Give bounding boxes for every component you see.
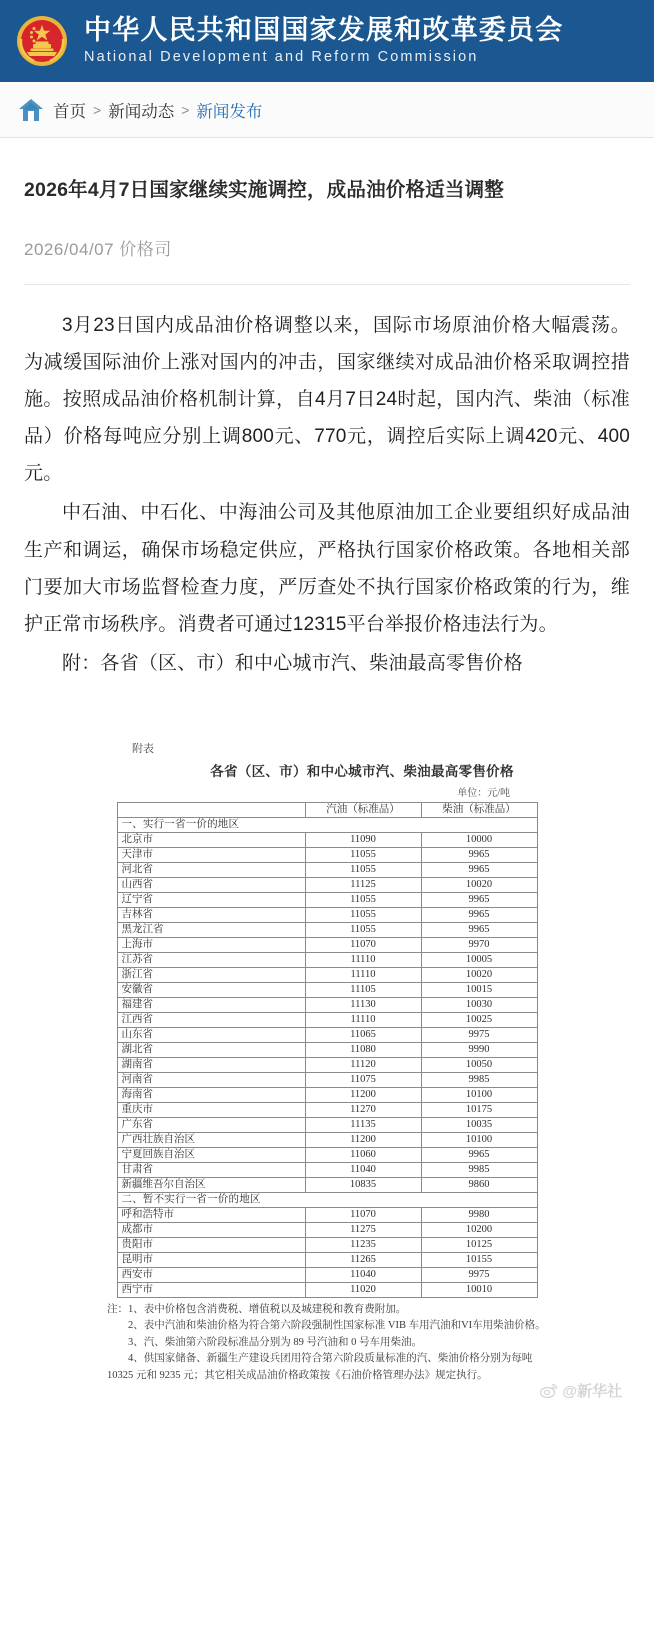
cell-gasoline: 10835 <box>305 1177 421 1192</box>
cell-gasoline: 11090 <box>305 832 421 847</box>
price-table <box>117 802 538 1298</box>
cell-diesel: 9965 <box>421 1147 537 1162</box>
cell-gasoline: 11200 <box>305 1087 421 1102</box>
table-section-title: 一、实行一省一价的地区 <box>117 817 537 832</box>
breadcrumb-separator: > <box>93 101 102 118</box>
cell-region: 安徽省 <box>117 982 305 997</box>
cell-region: 江苏省 <box>117 952 305 967</box>
cell-gasoline: 11020 <box>305 1282 421 1297</box>
site-header <box>0 0 654 82</box>
cell-diesel: 10015 <box>421 982 537 997</box>
cell-diesel: 9860 <box>421 1177 537 1192</box>
cell-gasoline: 11040 <box>305 1162 421 1177</box>
cell-gasoline: 11110 <box>305 1012 421 1027</box>
attachment-title: 各省（区、市）和中心城市汽、柴油最高零售价格 <box>210 763 514 779</box>
table-row <box>117 922 537 937</box>
table-row <box>117 1147 537 1162</box>
cell-region: 福建省 <box>117 997 305 1012</box>
cell-diesel: 9970 <box>421 937 537 952</box>
table-header-region <box>117 802 305 817</box>
table-row <box>117 1027 537 1042</box>
cell-diesel: 10030 <box>421 997 537 1012</box>
cell-diesel: 10100 <box>421 1132 537 1147</box>
cell-diesel: 9965 <box>421 907 537 922</box>
table-row <box>117 907 537 922</box>
table-row <box>117 1087 537 1102</box>
table-header-diesel: 柴油（标准品） <box>421 802 537 817</box>
cell-diesel: 10125 <box>421 1237 537 1252</box>
cell-gasoline: 11265 <box>305 1252 421 1267</box>
table-row <box>117 1237 537 1252</box>
cell-region: 海南省 <box>117 1087 305 1102</box>
cell-diesel: 9990 <box>421 1042 537 1057</box>
table-header-gasoline: 汽油（标准品） <box>305 802 421 817</box>
cell-region: 吉林省 <box>117 907 305 922</box>
table-row <box>117 982 537 997</box>
table-section-header <box>117 817 537 832</box>
cell-gasoline: 11070 <box>305 1207 421 1222</box>
cell-diesel: 10175 <box>421 1102 537 1117</box>
page-title: 2026年4月7日国家继续实施调控，成品油价格适当调整 <box>24 179 504 201</box>
cell-region: 宁夏回族自治区 <box>117 1147 305 1162</box>
weibo-icon <box>540 1383 558 1398</box>
cell-diesel: 10000 <box>421 832 537 847</box>
breadcrumb <box>0 82 654 138</box>
cell-region: 山东省 <box>117 1027 305 1042</box>
table-note: 2、表中汽油和柴油价格为符合第六阶段强制性国家标准 VIB 车用汽油和VI车用柴油价格。 <box>128 1320 546 1332</box>
title-divider <box>24 284 630 285</box>
table-row <box>117 1267 537 1282</box>
cell-region: 河南省 <box>117 1072 305 1087</box>
cell-gasoline: 11070 <box>305 937 421 952</box>
cell-region: 呼和浩特市 <box>117 1207 305 1222</box>
cell-diesel: 10100 <box>421 1087 537 1102</box>
table-row <box>117 1207 537 1222</box>
table-row <box>117 892 537 907</box>
cell-diesel: 9975 <box>421 1267 537 1282</box>
cell-region: 辽宁省 <box>117 892 305 907</box>
article-meta: 2026/04/07 价格司 <box>24 240 172 260</box>
table-row <box>117 1057 537 1072</box>
cell-region: 重庆市 <box>117 1102 305 1117</box>
cell-diesel: 10005 <box>421 952 537 967</box>
cell-diesel: 9985 <box>421 1162 537 1177</box>
table-note: 4、供国家储备、新疆生产建设兵团用符合第六阶段质量标准的汽、柴油价格分别为每吨 10325 元和 9235 元；其它相关成品油价格政策按《石油价格管理办法》规定执行。 <box>107 1353 533 1382</box>
breadcrumb-separator: > <box>181 101 190 118</box>
article-paragraph: 中石油、中石化、中海油公司及其他原油加工企业要组织好成品油生产和调运，确保市场稳定供应，严格执行国家价格政策。各地相关部门要加大市场监督检查力度，严厉查处不执行国家价格政策的行为，维护正常市场秩序。消费者可通过12315平台举报价格违法行为。 <box>24 502 630 635</box>
header-title-en: National Development and Reform Commission <box>84 48 479 65</box>
cell-gasoline: 11235 <box>305 1237 421 1252</box>
table-row <box>117 1177 537 1192</box>
table-section-header <box>117 1192 537 1207</box>
cell-region: 新疆维吾尔自治区 <box>117 1177 305 1192</box>
cell-diesel: 9975 <box>421 1027 537 1042</box>
cell-region: 昆明市 <box>117 1252 305 1267</box>
cell-region: 湖南省 <box>117 1057 305 1072</box>
cell-diesel: 10035 <box>421 1117 537 1132</box>
cell-gasoline: 11105 <box>305 982 421 997</box>
cell-diesel: 10050 <box>421 1057 537 1072</box>
breadcrumb-item-home[interactable]: 首页 <box>53 102 86 121</box>
cell-gasoline: 11125 <box>305 877 421 892</box>
cell-gasoline: 11270 <box>305 1102 421 1117</box>
cell-gasoline: 11060 <box>305 1147 421 1162</box>
cell-region: 浙江省 <box>117 967 305 982</box>
cell-diesel: 10155 <box>421 1252 537 1267</box>
cell-diesel: 9965 <box>421 892 537 907</box>
cell-region: 上海市 <box>117 937 305 952</box>
watermark <box>540 1380 622 1401</box>
table-row <box>117 847 537 862</box>
header-title-cn: 中华人民共和国国家发展和改革委员会 <box>84 15 564 46</box>
cell-diesel: 10200 <box>421 1222 537 1237</box>
table-row <box>117 937 537 952</box>
cell-region: 北京市 <box>117 832 305 847</box>
cell-gasoline: 11110 <box>305 967 421 982</box>
table-row <box>117 1117 537 1132</box>
table-row <box>117 997 537 1012</box>
cell-diesel: 10020 <box>421 967 537 982</box>
attachment-unit: 单位：元/吨 <box>457 787 510 799</box>
attachment-scan <box>24 740 630 1403</box>
cell-diesel: 9985 <box>421 1072 537 1087</box>
cell-gasoline: 11055 <box>305 907 421 922</box>
table-row <box>117 1042 537 1057</box>
article-paragraph: 附：各省（区、市）和中心城市汽、柴油最高零售价格 <box>62 652 523 674</box>
cell-gasoline: 11080 <box>305 1042 421 1057</box>
cell-diesel: 9965 <box>421 862 537 877</box>
cell-gasoline: 11120 <box>305 1057 421 1072</box>
cell-region: 江西省 <box>117 1012 305 1027</box>
cell-gasoline: 11200 <box>305 1132 421 1147</box>
cell-gasoline: 11055 <box>305 892 421 907</box>
article-container <box>0 176 654 1403</box>
cell-diesel: 10010 <box>421 1282 537 1297</box>
cell-diesel: 10025 <box>421 1012 537 1027</box>
cell-region: 河北省 <box>117 862 305 877</box>
cell-gasoline: 11135 <box>305 1117 421 1132</box>
table-row <box>117 1222 537 1237</box>
cell-region: 贵阳市 <box>117 1237 305 1252</box>
table-row <box>117 1162 537 1177</box>
cell-region: 成都市 <box>117 1222 305 1237</box>
breadcrumb-item-press-release[interactable]: 新闻发布 <box>196 102 263 121</box>
cell-diesel: 9965 <box>421 847 537 862</box>
table-note: 3、汽、柴油第六阶段标准品分别为 89 号汽油和 0 号车用柴油。 <box>128 1336 422 1348</box>
cell-region: 广东省 <box>117 1117 305 1132</box>
article-body <box>24 307 630 681</box>
cell-diesel: 10020 <box>421 877 537 892</box>
cell-gasoline: 11040 <box>305 1267 421 1282</box>
cell-gasoline: 11055 <box>305 862 421 877</box>
cell-gasoline: 11075 <box>305 1072 421 1087</box>
cell-region: 广西壮族自治区 <box>117 1132 305 1147</box>
table-row <box>117 877 537 892</box>
table-section-title: 二、暂不实行一省一价的地区 <box>117 1192 537 1207</box>
table-row <box>117 1132 537 1147</box>
cell-gasoline: 11275 <box>305 1222 421 1237</box>
table-notes <box>107 1302 547 1385</box>
cell-region: 甘肃省 <box>117 1162 305 1177</box>
home-icon[interactable] <box>18 97 44 123</box>
cell-diesel: 9980 <box>421 1207 537 1222</box>
table-row <box>117 1012 537 1027</box>
table-row <box>117 1072 537 1087</box>
cell-region: 西宁市 <box>117 1282 305 1297</box>
table-row <box>117 1102 537 1117</box>
table-row <box>117 862 537 877</box>
cell-region: 湖北省 <box>117 1042 305 1057</box>
cell-region: 天津市 <box>117 847 305 862</box>
cell-region: 黑龙江省 <box>117 922 305 937</box>
article-paragraph: 3月23日国内成品油价格调整以来，国际市场原油价格大幅震荡。为减缓国际油价上涨对国内的冲击，国家继续对成品油价格采取调控措施。按照成品油价格机制计算，自4月7日24时起，国内汽、柴油（标准品）价格每吨应分别上调800元、770元，调控后实际上调420元、400元。 <box>24 315 630 485</box>
watermark-label: @新华社 <box>562 1382 622 1400</box>
cell-diesel: 9965 <box>421 922 537 937</box>
cell-gasoline: 11110 <box>305 952 421 967</box>
cell-region: 山西省 <box>117 877 305 892</box>
cell-gasoline: 11055 <box>305 922 421 937</box>
national-emblem-icon <box>14 13 70 69</box>
table-row <box>117 832 537 847</box>
table-row <box>117 1282 537 1297</box>
cell-gasoline: 11065 <box>305 1027 421 1042</box>
table-row <box>117 1252 537 1267</box>
table-header-row <box>117 802 537 817</box>
table-row <box>117 952 537 967</box>
table-row <box>117 967 537 982</box>
breadcrumb-item-news[interactable]: 新闻动态 <box>108 102 175 121</box>
cell-gasoline: 11130 <box>305 997 421 1012</box>
cell-gasoline: 11055 <box>305 847 421 862</box>
table-note: 注：1、表中价格包含消费税、增值税以及城建税和教育费附加。 <box>107 1303 407 1315</box>
attachment-label: 附表 <box>132 742 154 755</box>
cell-region: 西安市 <box>117 1267 305 1282</box>
